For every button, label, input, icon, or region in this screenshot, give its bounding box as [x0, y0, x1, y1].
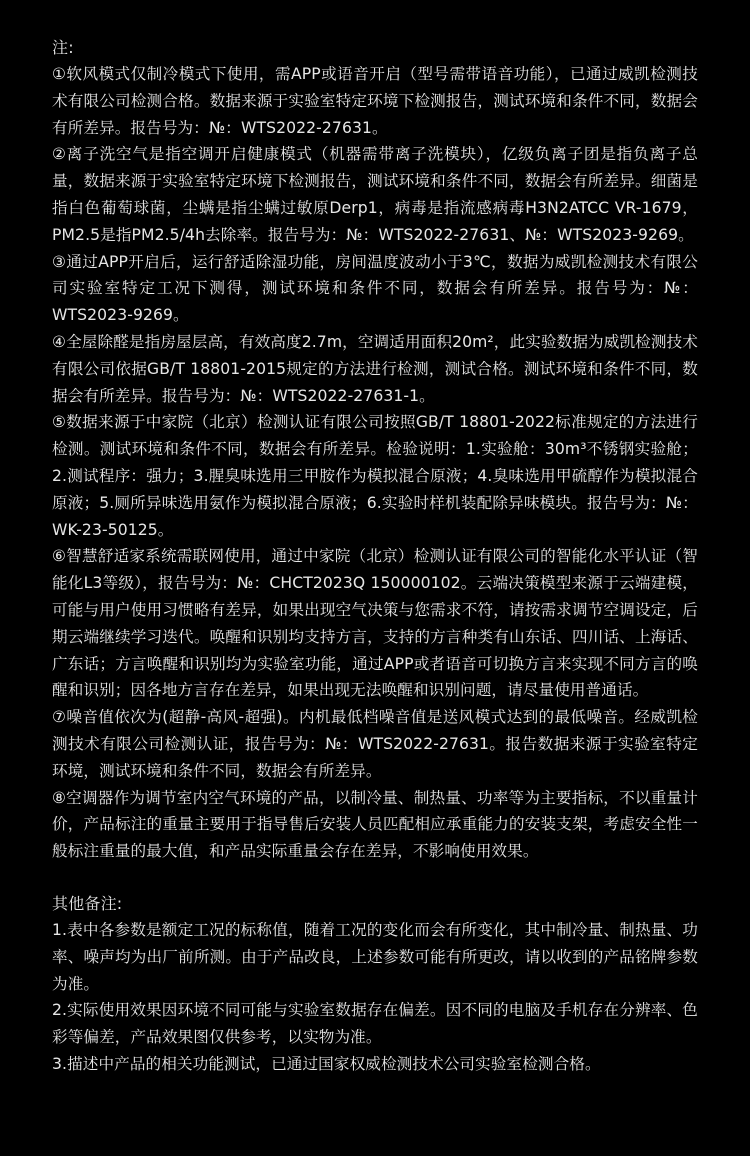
note-item-7: ⑦噪音值依次为(超静-高风-超强)。内机最低档噪音值是送风模式达到的最低噪音。经威凯检测技术有限公司检测认证，报告号为：№：WTS2022-27631。报告数据来源于实验室特定环境，测试环境和条件不同，数据会有所差异。	[52, 708, 698, 780]
other-note-item-2: 2.实际使用效果因环境不同可能与实验室数据存在偏差。因不同的电脑及手机存在分辨率、色彩等偏差，产品效果图仅供参考，以实物为准。	[52, 1001, 698, 1047]
note-item-4: ④全屋除醛是指房屋层高，有效高度2.7m，空调适用面积20m²，此实验数据为威凯检测技术有限公司依据GB/T 18801-2015规定的方法进行检测，测试合格。测试环境和条件不同，数据会有所差异。报告号为：№：WTS2022-27631-1。	[52, 332, 698, 405]
note-item-3: ③通过APP开启后，运行舒适除湿功能，房间温度波动小于3℃，数据为威凯检测技术有限公司实验室特定工况下测得，测试环境和条件不同，数据会有所差异。报告号为：№：WTS2023-9269。	[52, 252, 698, 325]
other-note-item-3: 3.描述中产品的相关功能测试，已通过国家权威检测技术公司实验室检测合格。	[52, 1054, 601, 1073]
note-item-2: ②离子洗空气是指空调开启健康模式（机器需带离子洗模块），亿级负离子团是指负离子总量，数据来源于实验室特定环境下检测报告，测试环境和条件不同，数据会有所差异。细菌是指白色葡萄球菌，尘螨是指尘螨过敏原Derp1，病毒是指流感病毒H3N2ATCC VR-1679，PM2.5是指PM2.5/4h去除率。报告号为：№：WTS2022-27631、№：WTS2023-9269。	[52, 145, 698, 244]
note-item-8: ⑧空调器作为调节室内空气环境的产品，以制冷量、制热量、功率等为主要指标，不以重量计价，产品标注的重量主要用于指导售后安装人员匹配相应承重能力的安装支架，考虑安全性一般标注重量的最大值，和产品实际重量会存在差异，不影响使用效果。	[52, 788, 698, 861]
note-item-6: ⑥智慧舒适家系统需联网使用，通过中家院（北京）检测认证有限公司的智能化水平认证（智能化L3等级），报告号为：№：CHCT2023Q 150000102。云端决策模型来源于云端建模，可能与用户使用习惯略有差异，如果出现空气决策与您需求不符，请按需求调节空调设定，后期云端继续学习迭代。唤醒和识别均支持方言，支持的方言种类有山东话、四川话、上海话、广东话；方言唤醒和识别均为实验室功能，通过APP或者语音可切换方言来实现不同方言的唤醒和识别；因各地方言存在差异，如果出现无法唤醒和识别问题，请尽量使用普通话。	[52, 547, 698, 700]
notes-title: 注:	[52, 38, 74, 57]
section-gap	[52, 865, 698, 890]
other-notes-title: 其他备注:	[52, 893, 123, 913]
other-note-item-1: 1.表中各参数是额定工况的标称值，随着工况的变化而会有所变化，其中制冷量、制热量、功率、噪声均为出厂前所测。由于产品改良，上述参数可能有所更改，请以收到的产品铭牌参数为准。	[52, 920, 698, 993]
note-item-5: ⑤数据来源于中家院（北京）检测认证有限公司按照GB/T 18801-2022标准规定的方法进行检测。测试环境和条件不同，数据会有所差异。检验说明：1.实验舱：30m³不锈钢实验舱；2.测试程序：强力；3.腥臭味选用三甲胺作为模拟混合原液；4.臭味选用甲硫醇作为模拟混合原液；5.厕所异味选用氨作为模拟混合原液；6.实验时样机装配除异味模块。报告号为：№：WK-23-50125。	[52, 413, 698, 539]
note-item-1: ①软风模式仅制冷模式下使用，需APP或语音开启（型号需带语音功能），已通过威凯检测技术有限公司检测合格。数据来源于实验室特定环境下检测报告，测试环境和条件不同，数据会有所差异。报告号为：№：WTS2022-27631。	[52, 65, 698, 137]
